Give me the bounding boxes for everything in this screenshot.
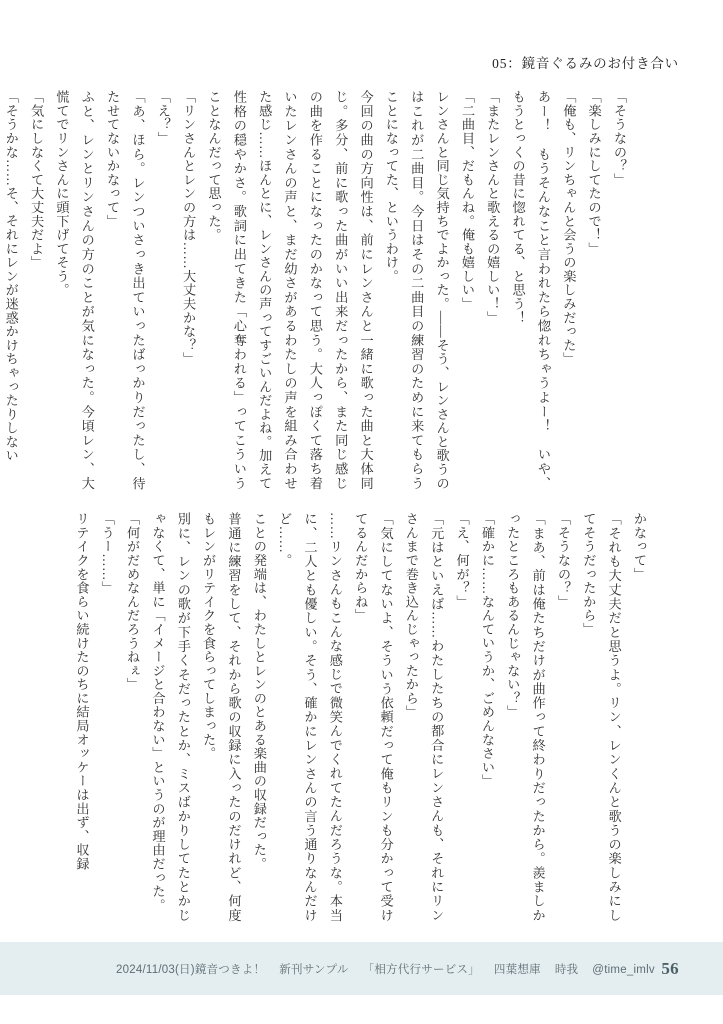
paragraph: 「気にしなくて大丈夫だよ」 bbox=[29, 90, 45, 270]
footer-band bbox=[0, 942, 723, 995]
paragraph: 「そうかな……そ、それにレンが迷惑かけちゃったりしない bbox=[3, 90, 19, 463]
paragraph: 普通に練習をして、それから歌の収録に入ったのだけれど、何度もレンがリテイクを食らってしまった。 bbox=[201, 512, 242, 922]
paragraph: 「え？」 bbox=[155, 90, 171, 146]
body-text-block-upper bbox=[3, 90, 632, 491]
footer-credit bbox=[116, 961, 669, 977]
paragraph: 「リンさんとレンの方は……大丈夫かな？」 bbox=[181, 90, 197, 366]
paragraph: 「元はといえば……わたしたちの都合にレンさんも、それにリンさんまで巻き込んじゃったから」 bbox=[403, 512, 445, 922]
page-number: 56 bbox=[661, 958, 679, 978]
paragraph: 「それも大丈夫だと思うよ。リン、レンくんと歌うの楽しみにしてそうだったから」 bbox=[581, 512, 622, 922]
footer-title: 「相方代行サービス」 bbox=[362, 963, 480, 976]
paragraph: レンさんと同じ気持ちでよかった。――そう、レンさんと歌うのはこれが二曲目。今日はその二曲目の練習のために来てもらうことになってた、というわけ。 bbox=[383, 90, 450, 491]
paragraph: ことの発端は、わたしとレンのとある楽曲の収録だった。 bbox=[251, 512, 267, 871]
paragraph: 「そうなの？」 bbox=[612, 90, 627, 187]
paragraph: 「何がだめなんだろうねぇ」 bbox=[125, 512, 141, 692]
paragraph: 「え、何が？」 bbox=[454, 512, 470, 609]
footer-date: 2024/11/03(日)鏡音つきよ！ bbox=[116, 963, 266, 976]
running-head: 05：鏡音ぐるみのお付き合い bbox=[492, 56, 679, 71]
footer-handle: @time_imlv bbox=[592, 963, 655, 976]
paragraph: 「あ、ほら。レンついさっき出ていったばっかりだったし、待たせてないかなって」 bbox=[105, 90, 146, 490]
paragraph: 「楽しみにしてたので！」 bbox=[586, 90, 602, 256]
paragraph: ふと、レンとリンさんの方のことが気になった。今頃レン、大慌てでリンさんに頭下げてそう。 bbox=[54, 90, 95, 490]
footer-circle: 四葉想庫 bbox=[493, 963, 541, 976]
paragraph: 「俺も、リンちゃんと会うの楽しみだった」 bbox=[561, 90, 577, 366]
paragraph: 「確かに……なんていうか、ごめんなさい」 bbox=[479, 512, 495, 788]
footer-label: 新刊サンプル bbox=[279, 963, 349, 976]
paragraph: 「気にしてないよ、そういう依頼だって俺もリンも分かって受けてるんだからね」 bbox=[353, 512, 394, 922]
paragraph: 別に、レンの歌が下手くそだったとか、ミスばかりしてたとかじゃなくて、単に「イメージと合わない」というのが理由だった。 bbox=[150, 512, 191, 922]
paragraph: 「またレンさんと歌えるの嬉しい！」 bbox=[485, 90, 501, 325]
paragraph: 「まあ、前は俺たちだけが曲作って終わりだったから。羨ましかったところもあるんじゃない？」 bbox=[505, 512, 546, 922]
body-text-block-lower bbox=[74, 512, 652, 922]
paragraph: 「二曲目、だもんね。俺も嬉しい」 bbox=[459, 90, 475, 311]
paragraph: リテイクを食らい続けたのちに結局オッケーは出ず、収録 bbox=[74, 512, 90, 871]
paragraph: 「そうなの？」 bbox=[555, 512, 571, 609]
paragraph: ……リンさんもこんな感じで微笑んでくれてたんだろうな。本当に、二人とも優しい。そう、確かにレンさんの言う通りなんだけど……。 bbox=[277, 512, 343, 922]
paragraph: あー！ もうそんなこと言われたら惚れちゃうよー！ いや、もうとっくの昔に惚れてる、と思う！ bbox=[510, 90, 551, 490]
footer-author: 時我 bbox=[554, 963, 579, 976]
paragraph: 今回の曲の方向性は、前にレンさんと一緒に歌った曲と大体同じ。多分、前に歌った曲がいい出来だったから、また同じ感じの曲を作ることになったのかなって思う。大人っぽくて落ち着いたレンさんの声と、まだ幼さがあるわたしの声を組み合わせた感じ……ほんとに、レンさんの声ってすごいんだよね。加えて性格の穏やかさ。歌詞に出てきた「心奪われる」ってこういうことなんだって思った。 bbox=[206, 90, 374, 491]
paragraph: かなって」 bbox=[632, 512, 647, 581]
paragraph: 「うー……」 bbox=[99, 512, 115, 595]
